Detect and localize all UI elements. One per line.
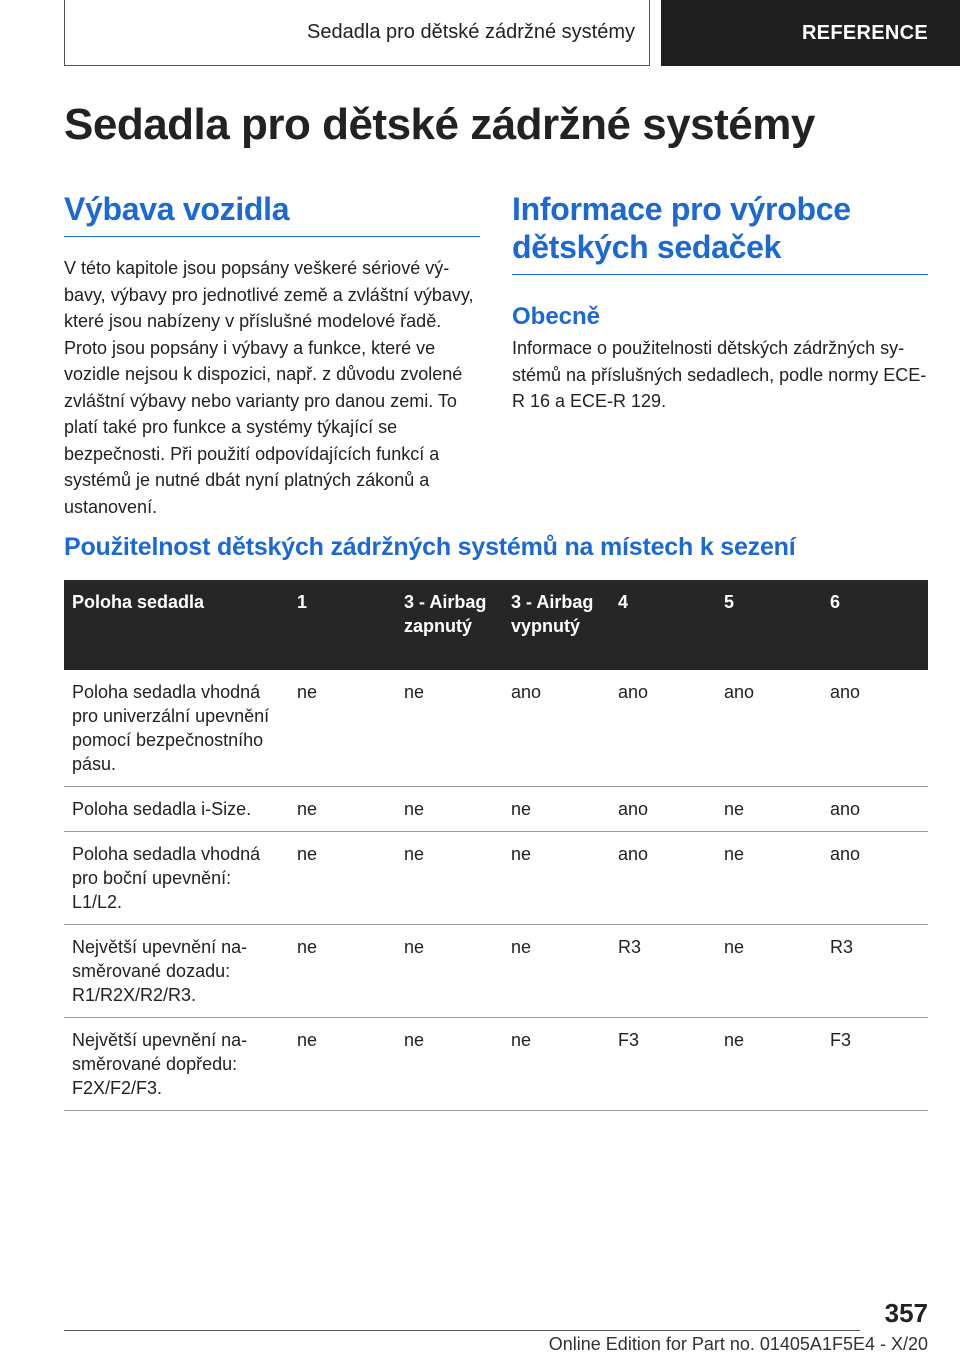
table-cell: ano <box>822 832 928 925</box>
edition-footer: Online Edition for Part no. 01405A1F5E4 - X/20 <box>548 1334 928 1354</box>
general-text: Informace o použitelnosti dětských zádržných systémů na příslušných sedadlech, podle normy ECE-R 16 a ECE-R 129. <box>512 338 927 411</box>
usability-section-title: Použitelnost dětských zádržných systémů na místech k sezení <box>64 533 796 561</box>
table-row <box>64 925 928 1018</box>
table-cell: ne <box>396 670 503 787</box>
table-cell: ne <box>289 925 396 1018</box>
table-cell: ne <box>503 925 610 1018</box>
table-cell: ne <box>289 670 396 787</box>
general-subheading: Obecně <box>512 303 601 330</box>
page-number: 357 <box>884 1298 928 1328</box>
table-cell: Největší upevnění nasměrované dopředu: F2X/F2/F3. <box>64 1018 289 1111</box>
header-cell: 3 - Airbag vypnutý <box>503 580 610 670</box>
table-cell: ano <box>610 670 716 787</box>
header-cell: 3 - Airbag zapnutý <box>396 580 503 670</box>
table-cell: R3 <box>610 925 716 1018</box>
table-cell: R3 <box>822 925 928 1018</box>
table-cell: ne <box>396 787 503 832</box>
table-cell: Největší upevnění nasměrované dozadu: R1/R2X/R2/R3. <box>64 925 289 1018</box>
table-cell: Poloha sedadla vhodná pro univerzální upevnění pomocí bezpečnostního pásu. <box>64 670 289 787</box>
table-cell: ne <box>503 832 610 925</box>
table-cell: ano <box>822 670 928 787</box>
left-column <box>64 190 480 520</box>
table-cell: ne <box>503 1018 610 1111</box>
table-cell: ano <box>716 670 822 787</box>
table-cell: ne <box>716 925 822 1018</box>
table-cell: ne <box>396 832 503 925</box>
page-title: Sedadla pro dětské zádržné systémy <box>64 100 815 149</box>
table-cell: F3 <box>822 1018 928 1111</box>
table-cell: ne <box>503 787 610 832</box>
header-cell: Poloha sedadla <box>64 580 289 670</box>
manufacturer-info-heading: Informace pro výrobce dětských sedaček <box>512 190 928 275</box>
table-cell: ano <box>503 670 610 787</box>
table-cell: ne <box>289 832 396 925</box>
table-row <box>64 832 928 925</box>
table-cell: ne <box>716 787 822 832</box>
seat-usability-table <box>64 580 928 1111</box>
table-cell: ne <box>396 925 503 1018</box>
header-section-tab <box>661 0 960 66</box>
table-row <box>64 787 928 832</box>
table-cell: Poloha sedadla vhodná pro boční upevnění: L1/L2. <box>64 832 289 925</box>
table-row <box>64 1018 928 1111</box>
header-chapter-title: Sedadla pro dětské zádržné systémy <box>307 21 635 43</box>
table-cell: ne <box>716 832 822 925</box>
header-cell: 1 <box>289 580 396 670</box>
header-chapter-box <box>64 0 650 66</box>
table-header-row <box>64 580 928 670</box>
table-cell: ne <box>396 1018 503 1111</box>
table-cell: ano <box>610 832 716 925</box>
table-row <box>64 670 928 787</box>
header-cell: 4 <box>610 580 716 670</box>
table-cell: ano <box>610 787 716 832</box>
table-cell: ne <box>716 1018 822 1111</box>
page-header <box>0 0 960 66</box>
vehicle-equipment-text: V této kapitole jsou popsány veškeré sériové výbavy, výbavy pro jednotlivé země a zvláštní výbavy, které jsou nabízeny v příslušné modelové řadě. Proto jsou popsány i výbavy a funkce, které ve vozidle nejsou k dispozici, např. z důvodu zvolené zvláštní výbavy nebo varianty pro danou zemi. To platí také pro funkce a systémy týkající se bezpečnosti. Při použití odpovídajících funkcí a systémů je nutné dbát nyní platných zákonů a ustanovení. <box>64 258 474 517</box>
table-cell: F3 <box>610 1018 716 1111</box>
table-cell: ano <box>822 787 928 832</box>
header-cell: 6 <box>822 580 928 670</box>
table-cell: ne <box>289 1018 396 1111</box>
right-column <box>512 190 928 415</box>
table-cell: ne <box>289 787 396 832</box>
header-section-label: REFERENCE <box>801 21 928 44</box>
table-cell: Poloha sedadla i-Size. <box>64 787 289 832</box>
footer-divider <box>64 1330 860 1331</box>
header-cell: 5 <box>716 580 822 670</box>
vehicle-equipment-heading: Výbava vozidla <box>64 190 480 237</box>
